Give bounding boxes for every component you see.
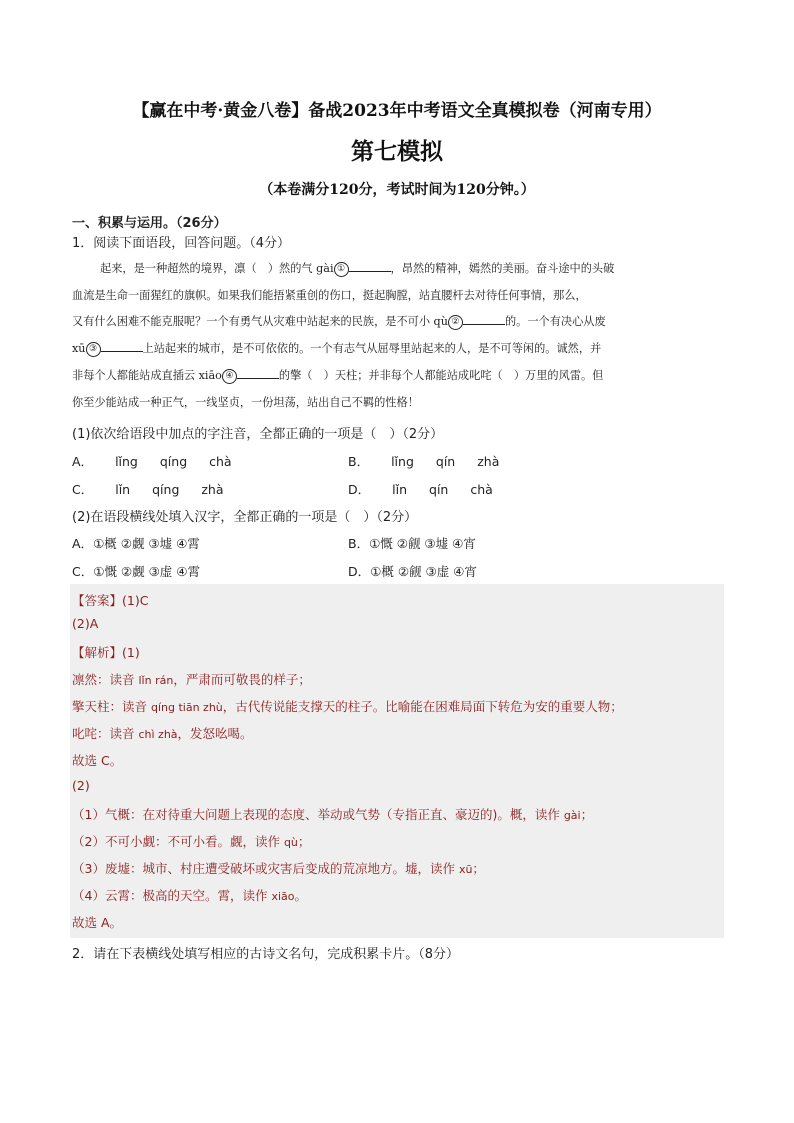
subquestion-2-stem: (2)在语段横线处填入汉字，全都正确的一项是（ ）（2分） <box>72 510 418 525</box>
passage-line-1 <box>72 260 750 277</box>
option-label: A． <box>72 454 94 469</box>
option-text: ①概 ②觎 ③虚 ④宵 <box>370 564 477 579</box>
pinyin: lǐng <box>115 454 138 469</box>
pinyin: lǐn <box>392 482 408 497</box>
passage-line-2: 血流是生命一面猩红的旗帜。如果我们能捂紧重创的伤口，挺起胸膛，站直腰杆去对待任何事情，那么， <box>72 289 587 302</box>
option-2d[interactable] <box>348 562 477 580</box>
analysis-text: ，严肃而可敬畏的样子； <box>173 672 311 687</box>
answer-line: (2)A <box>72 616 99 631</box>
option-label: C． <box>72 482 94 497</box>
analysis-heading: 【解析】(1) <box>72 645 140 660</box>
pinyin: gài <box>563 809 581 822</box>
analysis-text: （2）不可小觑：不可小看。觑，读作 <box>72 834 284 849</box>
passage-text: 的。一个有决心从废 <box>504 315 606 328</box>
pinyin: lǐng <box>391 454 414 469</box>
passage-text: 又有什么困难不能克服呢？一个有勇气从灾难中站起来的民族，是不可小 qù <box>72 315 448 328</box>
pinyin: chì zhà <box>138 728 178 741</box>
analysis-text: 凛然：读音 <box>72 672 139 687</box>
analysis-text: 。 <box>294 888 307 903</box>
pinyin: chà <box>209 454 232 469</box>
analysis-line <box>72 805 593 823</box>
passage-line-4 <box>72 340 722 357</box>
pinyin: qíng <box>159 454 188 469</box>
analysis-text: ，古代传说能支撑天的柱子。比喻能在困难局面下转危为安的重要人物； <box>222 699 623 714</box>
fill-blank[interactable] <box>101 341 143 352</box>
analysis-line <box>72 886 307 904</box>
analysis-text: 擎天柱：读音 <box>72 699 151 714</box>
pinyin: xū <box>458 863 473 876</box>
passage-text: 上站起来的城市，是不可依依的。一个有志气从屈辱里站起来的人，是不可等闲的。诚然，并 <box>142 342 602 355</box>
passage-line-5 <box>72 367 722 384</box>
passage-text: 的擎（ ）天柱；并非每个人都能站成叱咤（ ）万里的风雷。但 <box>278 369 604 382</box>
analysis-line: 故选 C。 <box>72 753 123 768</box>
pinyin: qín <box>435 454 456 469</box>
analysis-line <box>72 670 311 688</box>
blank-number: ③ <box>86 342 101 357</box>
option-text: ①慨 ②觑 ③虚 ④霄 <box>93 564 200 579</box>
analysis-line <box>72 859 485 877</box>
option-text: ①慨 ②觎 ③墟 ④宵 <box>369 536 476 551</box>
analysis-line <box>72 724 253 742</box>
passage-text: ，昂然的精神，嫣然的美丽。奋斗途中的头破 <box>390 262 615 275</box>
pinyin: zhà <box>477 454 500 469</box>
analysis-text: （3）废墟：城市、村庄遭受破坏或灾害后变成的荒凉地方。墟，读作 <box>72 861 459 876</box>
analysis-text: ； <box>297 834 311 849</box>
question-1-stem: 1．阅读下面语段，回答问题。（4分） <box>72 236 291 251</box>
fill-blank[interactable] <box>237 368 279 379</box>
pinyin: lǐn <box>115 482 131 497</box>
option-1a[interactable] <box>72 452 232 470</box>
option-2c[interactable] <box>72 562 200 580</box>
option-2a[interactable] <box>72 534 200 552</box>
passage-text: 非每个人都能站成直插云 xiāo <box>72 369 222 382</box>
fill-blank[interactable] <box>349 261 391 272</box>
pinyin: qù <box>283 836 298 849</box>
analysis-text: 叱咤：读音 <box>72 726 139 741</box>
passage-line-6: 你至少能站成一种正气，一线坚贞，一份坦荡，站出自己不羁的性格！ <box>72 396 419 409</box>
pinyin: qíng tiān zhù <box>150 701 223 714</box>
exam-subtitle: 第七模拟 <box>351 138 443 165</box>
option-label: B． <box>348 454 370 469</box>
analysis-text: ，发怒吆喝。 <box>177 726 253 741</box>
option-label: D． <box>348 564 371 579</box>
pinyin: xiāo <box>271 890 295 903</box>
option-label: C． <box>72 564 94 579</box>
passage-text: 起来，是一种超然的境界，凛（ ）然的气 gài <box>100 262 334 275</box>
blank-number: ① <box>334 262 349 277</box>
analysis-line: (2) <box>72 778 90 793</box>
option-1c[interactable] <box>72 480 224 498</box>
option-2b[interactable] <box>348 534 476 552</box>
option-label: B． <box>348 536 370 551</box>
analysis-text: ； <box>472 861 485 876</box>
answer-panel <box>70 584 724 938</box>
pinyin: qíng <box>152 482 180 497</box>
exam-title: 【赢在中考·黄金八卷】备战2023年中考语文全真模拟卷（河南专用） <box>132 101 662 121</box>
blank-number: ④ <box>222 369 237 384</box>
answer-line: 【答案】(1)C <box>72 593 149 608</box>
analysis-text: （4）云霄：极高的天空。霄，读作 <box>72 888 272 903</box>
option-label: D． <box>348 482 371 497</box>
passage-text: xū <box>72 342 86 355</box>
analysis-text: ； <box>580 807 594 822</box>
fill-blank[interactable] <box>463 314 505 325</box>
pinyin: lǐn rán <box>138 674 174 687</box>
analysis-line <box>72 832 310 850</box>
analysis-line <box>72 697 623 715</box>
subquestion-1-stem: (1)依次给语段中加点的字注音，全都正确的一项是（ ）（2分） <box>72 427 444 442</box>
pinyin: chà <box>470 482 493 497</box>
option-1b[interactable] <box>348 452 499 470</box>
passage-line-3 <box>72 313 722 330</box>
section-heading: 一、积累与运用。（26分） <box>72 216 227 231</box>
pinyin: zhà <box>201 482 224 497</box>
exam-note: （本卷满分120分，考试时间为120分钟。） <box>259 182 535 198</box>
question-2-stem: 2．请在下表横线处填写相应的古诗文名句，完成积累卡片。（8分） <box>72 947 460 962</box>
option-1d[interactable] <box>348 480 493 498</box>
analysis-line: 故选 A。 <box>72 915 123 930</box>
analysis-text: （1）气概：在对待重大问题上表现的态度、举动或气势（专指正直、豪迈的)。概，读作 <box>72 807 564 822</box>
option-label: A． <box>72 536 94 551</box>
option-text: ①概 ②觑 ③墟 ④霄 <box>93 536 200 551</box>
blank-number: ② <box>448 315 463 330</box>
pinyin: qín <box>429 482 449 497</box>
